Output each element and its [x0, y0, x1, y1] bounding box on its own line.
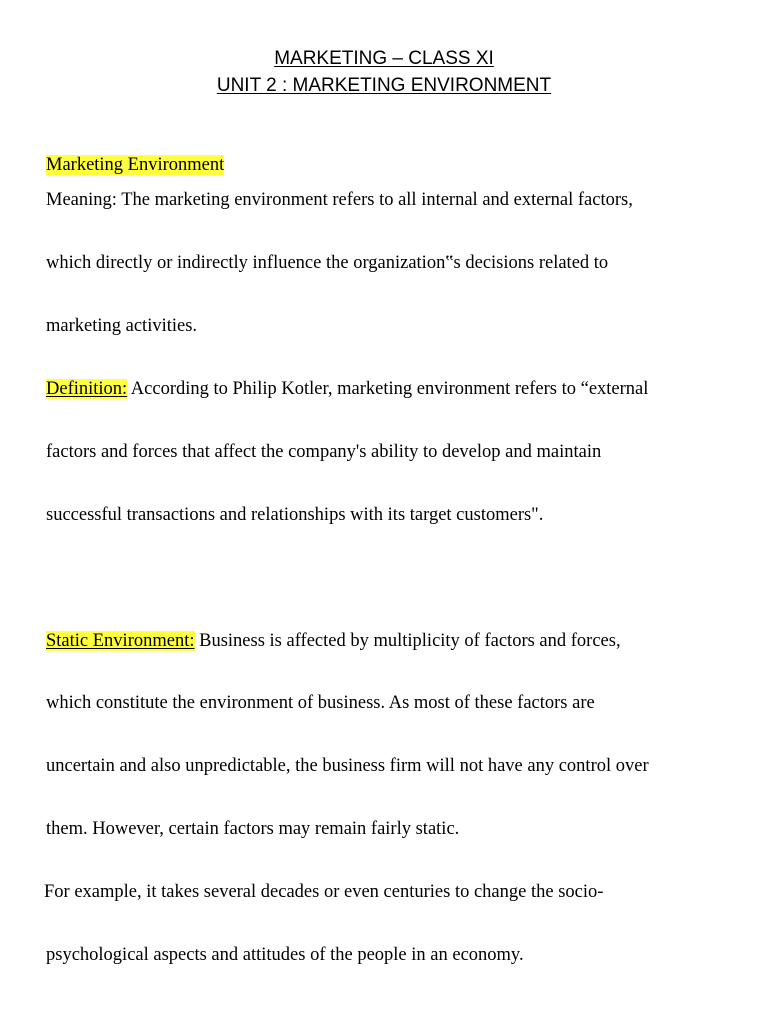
meaning-line: Meaning: The marketing environment refers to all internal and external factors,: [46, 190, 633, 210]
definition-text: According to Philip Kotler, marketing environment refers to “external: [127, 379, 649, 399]
example-line: psychological aspects and attitudes of the people in an economy.: [46, 945, 524, 965]
document-title: MARKETING – CLASS XI: [274, 48, 494, 69]
meaning-line: which directly or indirectly influence the organization‟s decisions related to: [46, 253, 609, 273]
definition-line: factors and forces that affect the company's ability to develop and maintain: [46, 442, 602, 462]
static-environment-line: uncertain and also unpredictable, the business firm will not have any control over: [46, 756, 649, 776]
example-line: For example, it takes several decades or even centuries to change the socio-: [44, 882, 604, 902]
definition-label: Definition:: [46, 379, 128, 399]
static-environment-label: Static Environment:: [46, 631, 195, 651]
static-environment-line: them. However, certain factors may remain fairly static.: [46, 819, 460, 839]
document-subtitle: UNIT 2 : MARKETING ENVIRONMENT: [216, 75, 552, 96]
static-environment-line: which constitute the environment of business. As most of these factors are: [46, 693, 595, 713]
meaning-line: marketing activities.: [46, 316, 198, 336]
definition-line: successful transactions and relationships with its target customers".: [46, 505, 544, 525]
highlighted-heading: Marketing Environment: [46, 155, 225, 175]
section-heading-marketing-environment: [46, 152, 224, 178]
static-environment-text: Business is affected by multiplicity of factors and forces,: [194, 631, 621, 651]
static-environment-paragraph-line: [46, 628, 621, 654]
definition-paragraph-line: [46, 376, 648, 402]
